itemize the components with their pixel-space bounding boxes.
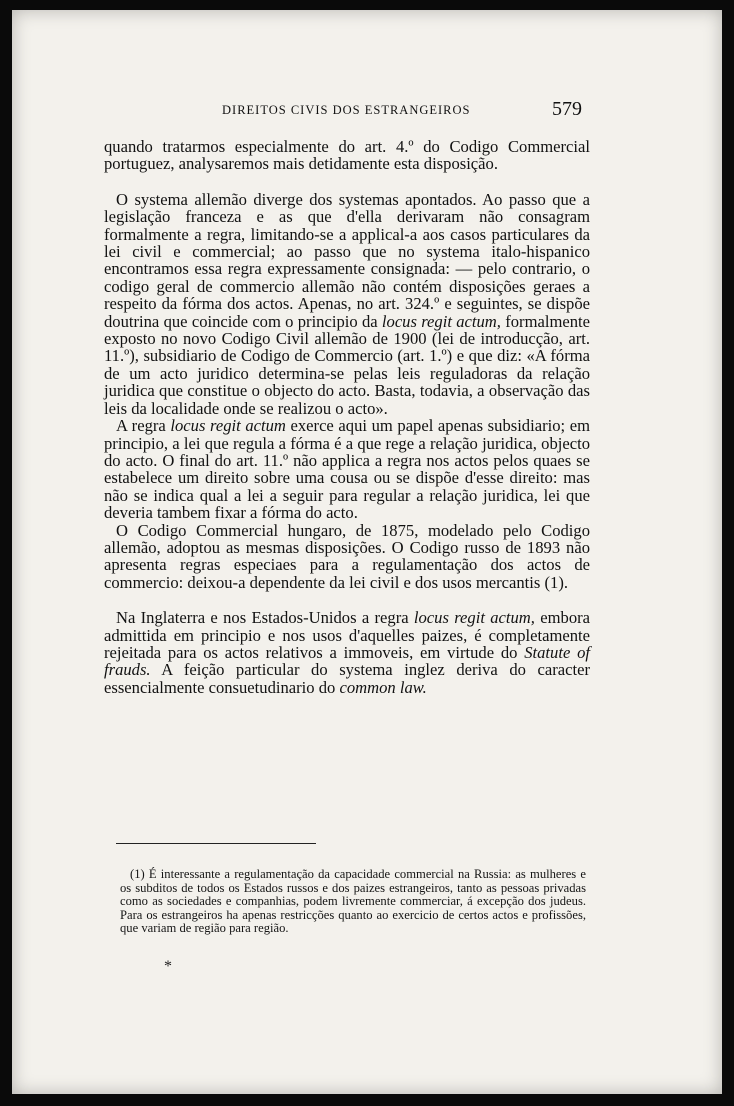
paragraph-4: O Codigo Commercial hungaro, de 1875, modelado pelo Codigo allemão, adoptou as mesmas disposições. O Codigo russo de 1893 não apresenta regras especiaes para a regulamentação dos actos de commercio: deixou-a dependente da lei civil e dos usos mercantis (1). [104,520,590,592]
ornament-asterisk: * [164,958,172,975]
paragraph-5: Na Inglaterra e nos Estados-Unidos a regra locus regit actum, embora admittida em principio e nos usos d'aquelles paizes, é completamente rejeitada para os actos relativos a immoveis, em virtude do Statute of frauds. A feição particular do systema inglez deriva do caracter essencialmente consuetudinario do common law. [104,608,591,697]
book-page [12,10,722,1094]
paragraph-2: O systema allemão diverge dos systemas apontados. Ao passo que a legislação franceza e as que d'ella derivaram não consagram formalmente a regra, limitando-se a applical-a aos casos particulares da lei civil e commercial; ao passo que no systema italo-hispanico encontramos essa regra expressamente consignada: — pelo contrario, o codigo geral de commercio allemão não contém disposições geraes a respeito da fórma dos actos. Apenas, no art. 324.º e seguintes, se dispõe doutrina que coincide com o principio da locus regit actum, formalmente exposto no novo Codigo Civil allemão de 1900 (lei de introducção, art. 11.º), subsidiario de Codigo de Commercio (art. 1.º) e que diz: «A fórma de um acto juridico determina-se pelas leis reguladoras da relação juridica que constitue o objecto do acto. Basta, todavia, a observação das leis da localidade onde se realizou o acto». [104,189,590,418]
running-header: DIREITOS CIVIS DOS ESTRANGEIROS [222,103,471,117]
footnote-divider [116,843,316,844]
paragraph-1: quando tratarmos especialmente do art. 4.º do Codigo Commercial portuguez, analysaremos mais detidamente esta disposição. [104,137,590,174]
page-number: 579 [552,98,582,120]
main-text [104,138,590,696]
paragraph-3: A regra locus regit actum exerce aqui um papel apenas subsidiario; em principio, a lei que regula a fórma é a que rege a relação juridica, objecto do acto. O final do art. 11.º não applica a regra nos actos pelos quaes se estabelece um direito sobre uma cousa ou se dispõe d'esse direito: mas não se indica qual a lei a seguir para regular a relação juridica, lei que deveria tambem fixar a fórma do acto. [104,416,591,523]
footnote-text: (1) É interessante a regulamentação da capacidade commercial na Russia: as mulheres e os subditos de todos os Estados russos e dos paizes estrangeiros, tanto as pessoas privadas como as sociedades e companhias, podem livremente commerciar, á excepção dos judeus. Para os estrangeiros ha apenas restricções quanto ao exercicio de certos actos e profissões, que variam de região para região. [120,867,586,936]
footnote [120,868,586,936]
